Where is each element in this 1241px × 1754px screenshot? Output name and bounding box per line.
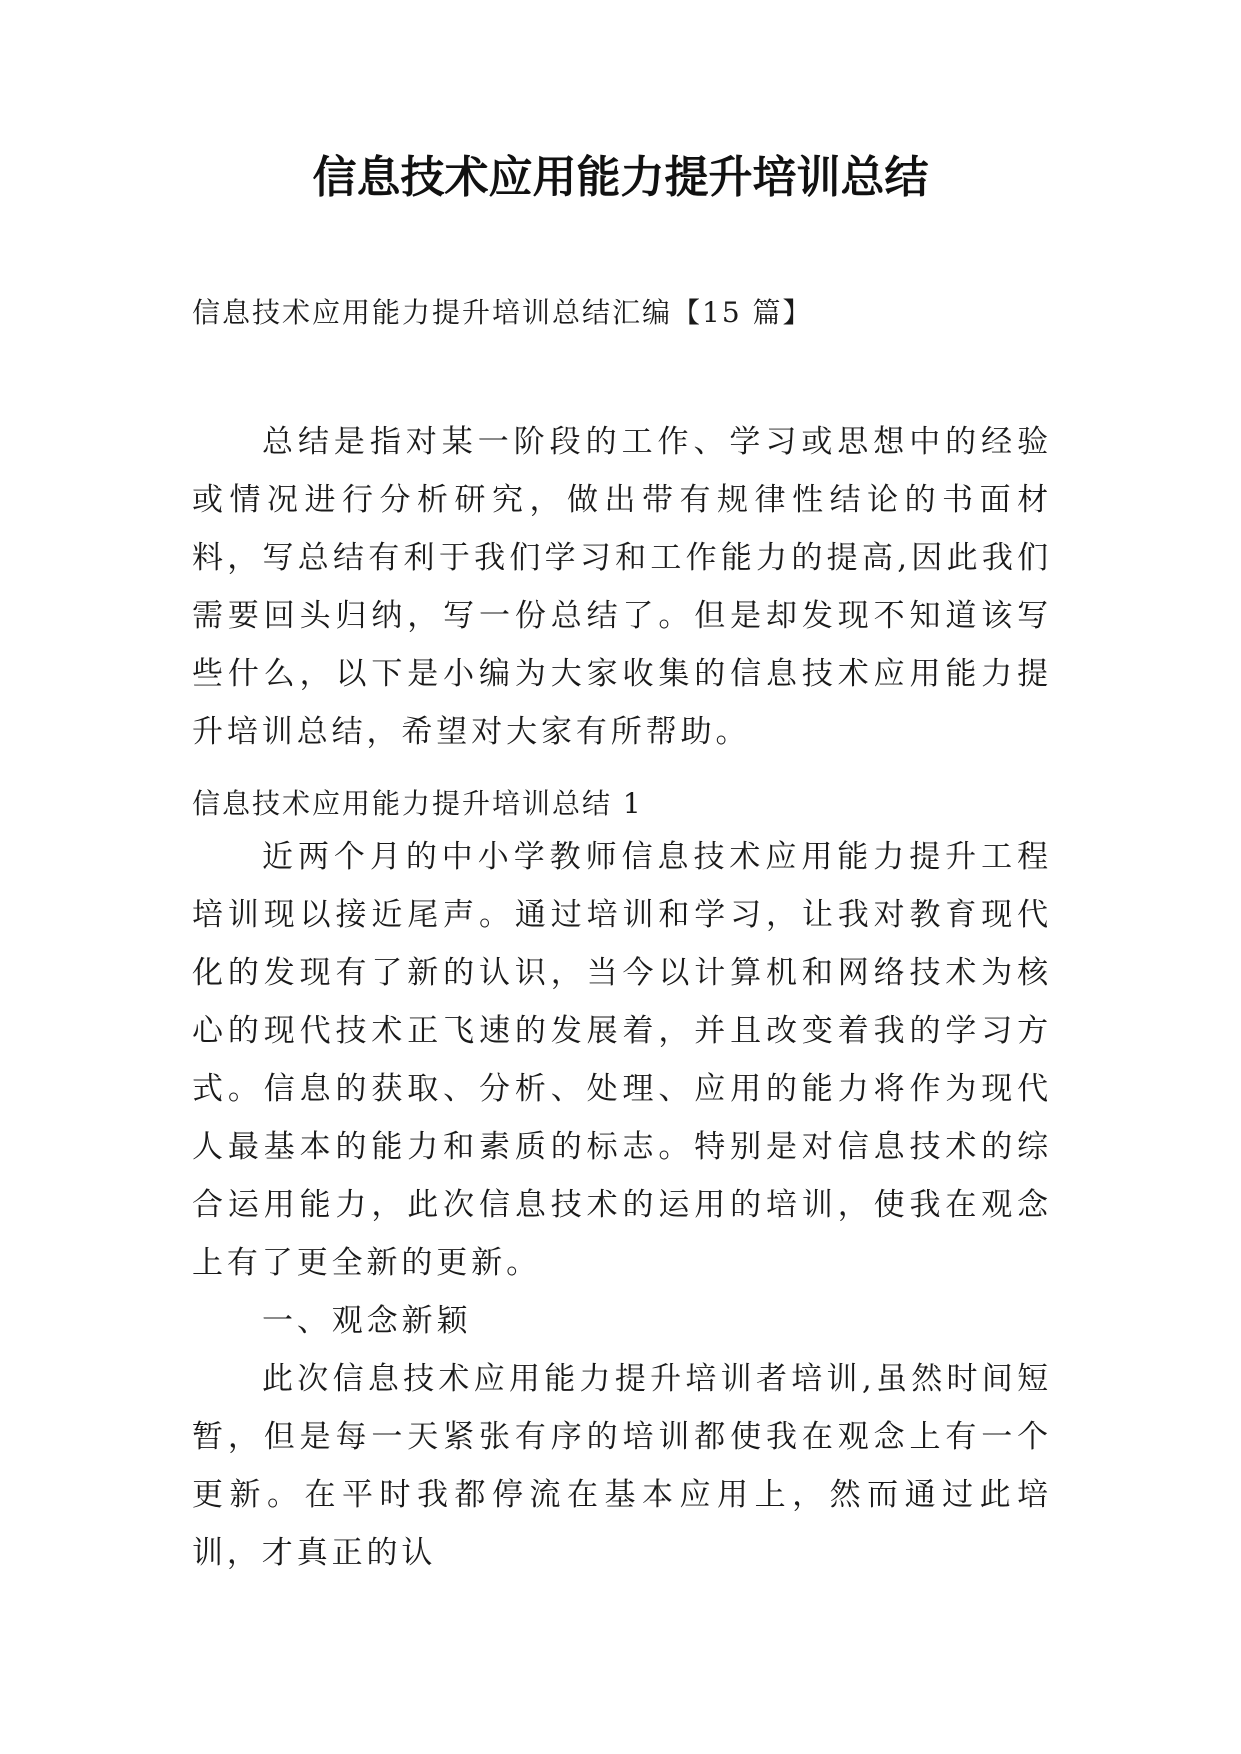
section-heading: 信息技术应用能力提升培训总结 1 <box>192 787 643 820</box>
section-subheading: 一、观念新颖 <box>262 1303 472 1339</box>
document-title: 信息技术应用能力提升培训总结 <box>312 152 929 203</box>
intro-block <box>192 413 1052 761</box>
section-paragraph: 近两个月的中小学教师信息技术应用能力提升工程培训现以接近尾声。通过培训和学习，让我对教育现代化的发现有了新的认识，当今以计算机和网络技术为核心的现代技术正飞速的发展着，并且改变着我的学习方式。信息的获取、分析、处理、应用的能力将作为现代人最基本的能力和素质的标志。特别是对信息技术的综合运用能力，此次信息技术的运用的培训，使我在观念上有了更全新的更新。 <box>192 839 1052 1281</box>
section-paragraph: 此次信息技术应用能力提升培训者培训,虽然时间短暂，但是每一天紧张有序的培训都使我在观念上有一个更新。在平时我都停流在基本应用上，然而通过此培训，才真正的认 <box>192 1361 1052 1571</box>
section-1 <box>192 784 1052 1582</box>
document-subtitle: 信息技术应用能力提升培训总结汇编【15 篇】 <box>192 296 813 329</box>
intro-paragraph: 总结是指对某一阶段的工作、学习或思想中的经验或情况进行分析研究，做出带有规律性结论的书面材料，写总结有利于我们学习和工作能力的提高,因此我们需要回头归纳，写一份总结了。但是却发现不知道该写些什么，以下是小编为大家收集的信息技术应用能力提升培训总结，希望对大家有所帮助。 <box>192 424 1052 750</box>
